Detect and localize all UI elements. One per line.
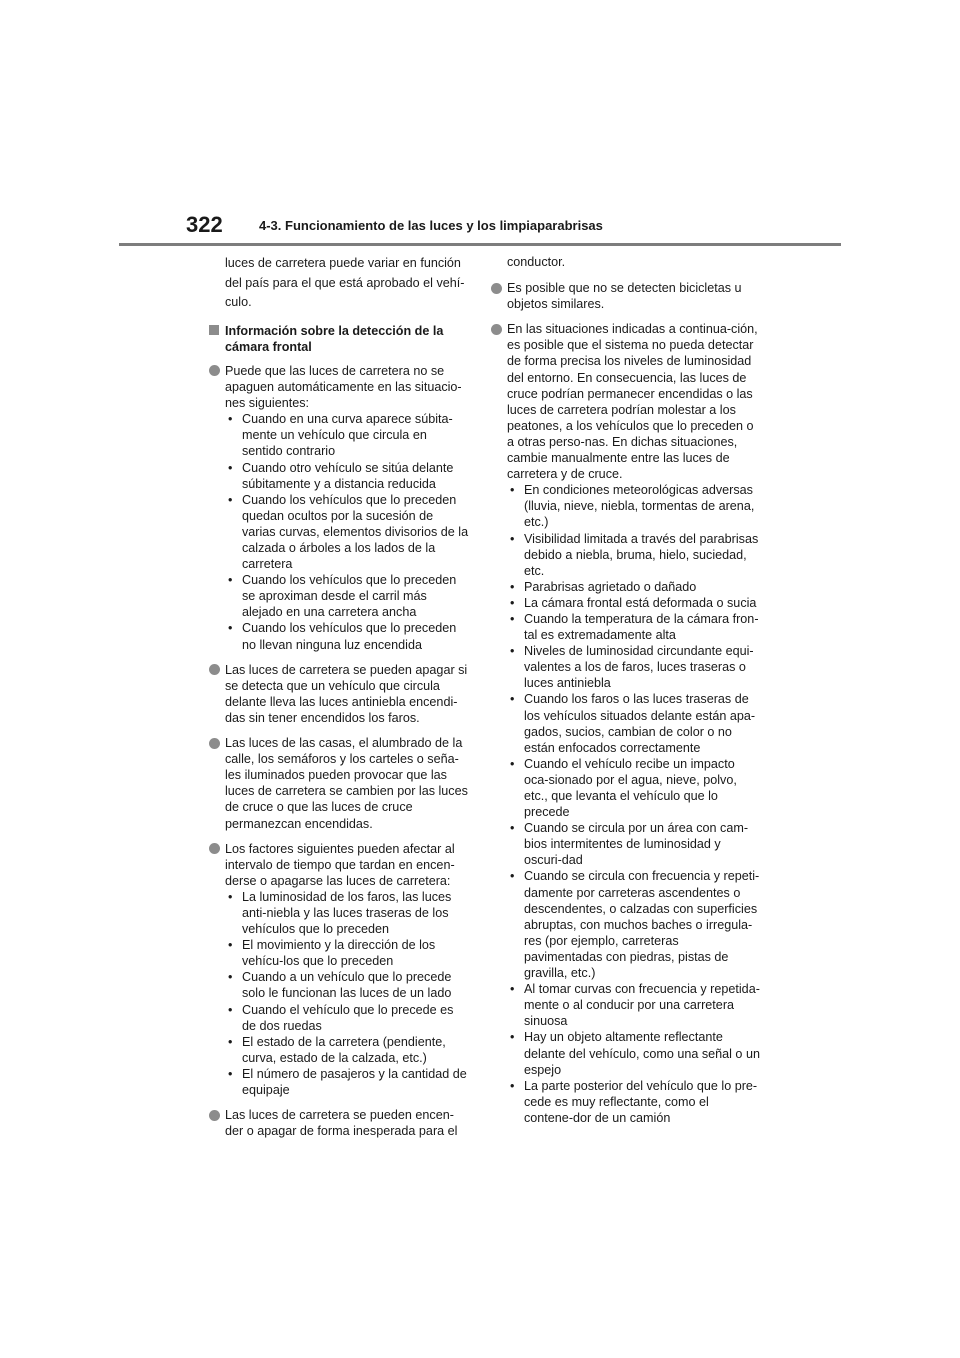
bullet-dot-icon: •	[228, 460, 233, 475]
info-paragraph	[490, 321, 760, 1126]
list-item	[225, 889, 470, 937]
list-item-text: Hay un objeto altamente reflectante delante del vehículo, como una señal o un espejo	[524, 1030, 760, 1077]
list-item	[225, 1034, 470, 1066]
list-item-text: Cuando el vehículo que lo precede es de dos ruedas	[242, 1002, 454, 1033]
info-paragraph	[208, 841, 470, 1099]
info-paragraph	[208, 735, 470, 832]
list-item	[507, 1078, 760, 1126]
section-title: 4-3. Funcionamiento de las luces y los limpiaparabrisas	[259, 218, 603, 233]
list-item	[507, 482, 760, 530]
list-item-text: Cuando la temperatura de la cámara fron-tal es extremadamente alta	[524, 611, 759, 643]
list-item	[507, 611, 760, 643]
bullet-dot-icon: •	[510, 1078, 515, 1093]
bullet-dot-icon: •	[510, 869, 515, 884]
list-item	[225, 937, 470, 969]
bullet-dot-icon: •	[228, 492, 233, 507]
bullet-dot-icon: •	[510, 692, 515, 707]
list-item-text: Cuando en una curva aparece súbita-mente un vehículo que circula en sentido contrario	[242, 412, 453, 459]
bullet-dot-icon: •	[510, 483, 515, 498]
bullet-dot-icon: •	[510, 595, 515, 610]
section-heading-text: Información sobre la detección de la cámara frontal	[225, 323, 444, 354]
list-item	[225, 460, 470, 492]
page-number: 322	[186, 212, 223, 237]
list-item	[507, 579, 760, 595]
bullet-dot-icon: •	[228, 1066, 233, 1081]
list-item	[225, 492, 470, 572]
list-item-text: En condiciones meteorológicas adversas (lluvia, nieve, niebla, tormentas de arena, etc.)	[524, 483, 755, 530]
bullet-list	[225, 889, 470, 1098]
list-item	[225, 1066, 470, 1098]
bullet-dot-icon: •	[510, 531, 515, 546]
circle-bullet-icon	[209, 664, 220, 675]
circle-bullet-icon	[209, 1110, 220, 1121]
paragraph-text: Los factores siguientes pueden afectar al intervalo de tiempo que tardan en encen-derse o apagarse las luces de carretera:	[225, 841, 455, 888]
list-item-text: El estado de la carretera (pendiente, curva, estado de la calzada, etc.)	[242, 1034, 446, 1065]
list-item-text: Cuando los vehículos que lo preceden se aproximan desde el carril más alejado en una carretera ancha	[242, 573, 457, 620]
list-item	[507, 531, 760, 579]
list-item	[507, 820, 760, 868]
info-paragraph	[208, 1107, 470, 1139]
list-item-text: Cuando los vehículos que lo preceden no llevan ninguna luz encendida	[242, 621, 457, 652]
bullet-dot-icon: •	[228, 621, 233, 636]
list-item	[507, 643, 760, 691]
list-item	[507, 595, 760, 611]
circle-bullet-icon	[209, 738, 220, 749]
bullet-list	[507, 482, 760, 1126]
list-item-text: La parte posterior del vehículo que lo pre-cede es muy reflectante, como el contene-dor de un camión	[524, 1078, 758, 1125]
bullet-dot-icon: •	[228, 1034, 233, 1049]
bullet-dot-icon: •	[510, 756, 515, 771]
list-item	[507, 1029, 760, 1077]
bullet-dot-icon: •	[228, 970, 233, 985]
bullet-dot-icon: •	[510, 611, 515, 626]
square-bullet-icon	[209, 325, 219, 335]
paragraph-text: Las luces de carretera se pueden apagar si se detecta que un vehículo que circula delante lleva las luces antiniebla encendi-das sin tener encendidos los faros.	[225, 662, 468, 725]
list-item	[507, 981, 760, 1029]
bullet-list	[225, 411, 470, 652]
right-column	[490, 254, 760, 1135]
list-item-text: Cuando los vehículos que lo preceden quedan ocultos por la sucesión de varias curvas, elementos divisorios de la calzada o árboles a los lados de la carretera	[242, 492, 469, 572]
list-item-text: Cuando se circula con frecuencia y repeti-damente por carreteras ascendentes o descendentes, o calzadas con superficies abruptas, con muchos baches o irregula-res (por ejemplo, carreteras pavimentadas con piedras, pistas de gravilla, etc.)	[524, 869, 760, 981]
circle-bullet-icon	[491, 283, 502, 294]
list-item-text: Cuando a un vehículo que lo precede solo le funcionan las luces de un lado	[242, 970, 452, 1001]
bullet-dot-icon: •	[228, 573, 233, 588]
list-item-text: Parabrisas agrietado o dañado	[524, 579, 697, 594]
info-paragraph	[490, 280, 760, 312]
bullet-dot-icon: •	[510, 821, 515, 836]
intro-paragraph: luces de carretera puede variar en función del país para el que está aprobado el vehí-culo.	[225, 256, 465, 310]
bullet-dot-icon: •	[228, 889, 233, 904]
list-item-text: Visibilidad limitada a través del parabrisas debido a niebla, bruma, hielo, suciedad, etc.	[524, 531, 759, 578]
list-item-text: La cámara frontal está deformada o sucia	[524, 595, 757, 610]
left-column	[208, 254, 470, 1148]
circle-bullet-icon	[209, 843, 220, 854]
bullet-dot-icon: •	[510, 579, 515, 594]
header-rule	[119, 243, 841, 246]
bullet-dot-icon: •	[510, 982, 515, 997]
paragraph-text: Las luces de carretera se pueden encen-der o apagar de forma inesperada para el	[225, 1108, 458, 1139]
list-item	[225, 969, 470, 1001]
list-item-text: Cuando los faros o las luces traseras de los vehículos situados delante están apa-gados, sucios, cambian de color o no están enfocados correctamente	[524, 692, 756, 755]
list-item-text: El movimiento y la dirección de los vehícu-los que lo preceden	[242, 938, 436, 969]
paragraph-text: Las luces de las casas, el alumbrado de la calle, los semáforos y los carteles o seña-les iluminados pueden provocar que las luces de carretera se cambien por las luces de cruce o que las luces de cruce permanezcan encendidas.	[225, 736, 468, 831]
bullet-dot-icon: •	[510, 1030, 515, 1045]
paragraph-text: Es posible que no se detecten bicicletas u objetos similares.	[507, 281, 742, 312]
list-item-text: Al tomar curvas con frecuencia y repetida-mente o al conducir por una carretera sinuosa	[524, 982, 760, 1029]
list-item-text: Cuando se circula por un área con cam-bios intermitentes de luminosidad y oscuri-dad	[524, 821, 749, 868]
list-item-text: Niveles de luminosidad circundante equi-valentes a los de faros, luces traseras o luces antiniebla	[524, 644, 754, 691]
list-item	[507, 691, 760, 755]
list-item	[225, 411, 470, 459]
bullet-dot-icon: •	[510, 644, 515, 659]
circle-bullet-icon	[491, 324, 502, 335]
continuation-text: conductor.	[507, 255, 566, 269]
list-item	[225, 572, 470, 620]
paragraph-text: Puede que las luces de carretera no se apaguen automáticamente en las situacio-nes siguientes:	[225, 363, 462, 411]
list-item	[507, 756, 760, 820]
list-item	[225, 620, 470, 652]
circle-bullet-icon	[209, 365, 220, 376]
list-item-text: Cuando el vehículo recibe un impacto oca-sionado por el agua, nieve, polvo, etc., que levanta el vehículo que lo precede	[524, 756, 737, 820]
info-paragraph	[208, 363, 470, 653]
bullet-dot-icon: •	[228, 412, 233, 427]
list-item-text: Cuando otro vehículo se sitúa delante súbitamente y a distancia reducida	[242, 460, 454, 491]
info-paragraph	[208, 662, 470, 726]
list-item	[507, 868, 760, 981]
list-item	[225, 1002, 470, 1034]
list-item-text: El número de pasajeros y la cantidad de equipaje	[242, 1066, 467, 1097]
section-heading	[208, 323, 470, 355]
bullet-dot-icon: •	[228, 1002, 233, 1017]
paragraph-text: En las situaciones indicadas a continua-ción, es posible que el sistema no pueda detectar de forma precisa los niveles de luminosidad del entorno. En consecuencia, las luces de cruce podrían permanecer encendidas o las luces de carretera podrían molestar a los peatones, a los vehículos que lo preceden o a otras perso-nas. En dichas situaciones, cambie manualmente entre las luces de carretera y de cruce.	[507, 322, 758, 482]
list-item-text: La luminosidad de los faros, las luces anti-niebla y las luces traseras de los vehículos que lo preceden	[242, 889, 452, 937]
bullet-dot-icon: •	[228, 938, 233, 953]
